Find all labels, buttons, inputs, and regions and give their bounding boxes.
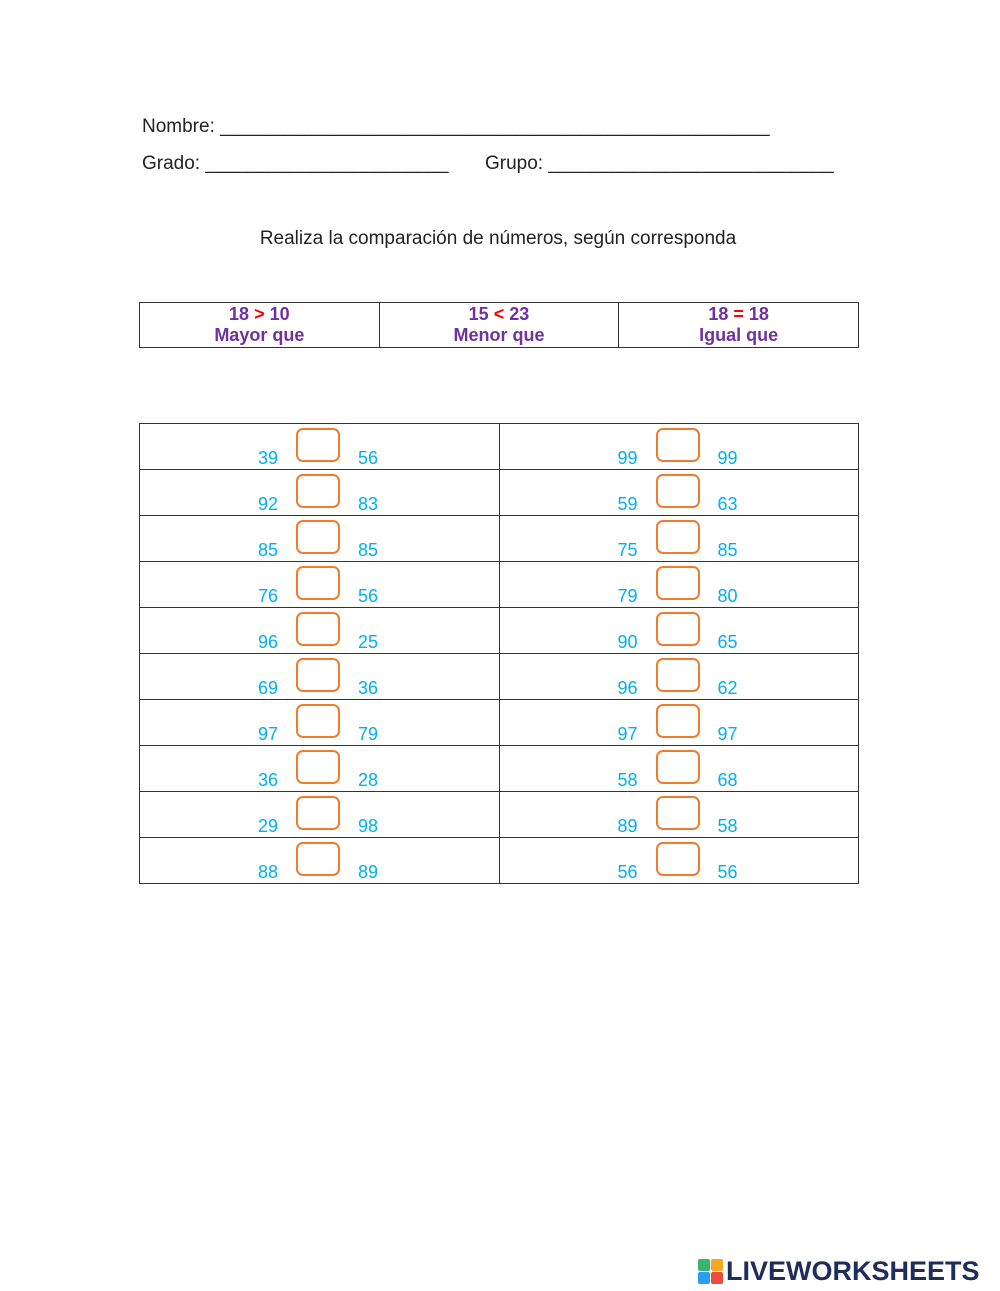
comparison-row <box>140 562 859 608</box>
logo-block <box>698 1272 710 1284</box>
comparison-cell <box>140 424 500 470</box>
legend-expression: 18 = 18 <box>708 304 769 324</box>
right-number: 62 <box>717 678 738 698</box>
comparison-cell <box>140 470 500 516</box>
comparison-cell <box>140 516 500 562</box>
left-number: 56 <box>617 862 638 882</box>
right-number: 56 <box>358 448 379 468</box>
right-number: 97 <box>717 724 738 744</box>
logo-text: LIVEWORKSHEETS <box>726 1255 980 1286</box>
answer-box[interactable] <box>656 658 700 692</box>
answer-box[interactable] <box>296 796 340 830</box>
right-number: 68 <box>717 770 738 790</box>
right-number: 28 <box>358 770 379 790</box>
left-number: 76 <box>258 586 279 606</box>
comparison-cell <box>140 654 500 700</box>
right-number: 36 <box>358 678 379 698</box>
comparison-row <box>140 424 859 470</box>
left-number: 79 <box>617 586 638 606</box>
comparison-cell <box>140 792 500 838</box>
left-number: 97 <box>617 724 638 744</box>
left-number: 69 <box>258 678 279 698</box>
comparison-cell <box>499 424 859 470</box>
right-number: 83 <box>358 494 379 514</box>
group-field-line: Grupo: ___________________________ <box>485 153 834 174</box>
answer-box[interactable] <box>656 566 700 600</box>
right-number: 58 <box>717 816 738 836</box>
left-number: 99 <box>617 448 638 468</box>
answer-box[interactable] <box>656 612 700 646</box>
left-number: 75 <box>617 540 638 560</box>
logo-block <box>711 1259 723 1271</box>
left-number: 36 <box>258 770 279 790</box>
comparison-row <box>140 746 859 792</box>
right-number: 56 <box>358 586 379 606</box>
legend-expression: 18 > 10 <box>229 304 290 324</box>
left-number: 59 <box>617 494 638 514</box>
left-number: 97 <box>258 724 279 744</box>
comparison-row <box>140 516 859 562</box>
comparison-table <box>139 423 859 884</box>
answer-box[interactable] <box>296 842 340 876</box>
left-number: 89 <box>617 816 638 836</box>
comparison-cell <box>140 700 500 746</box>
left-number: 39 <box>258 448 279 468</box>
answer-box[interactable] <box>656 520 700 554</box>
logo-blocks-icon <box>698 1259 723 1284</box>
comparison-cell <box>499 470 859 516</box>
answer-box[interactable] <box>296 520 340 554</box>
comparison-cell <box>499 838 859 884</box>
right-number: 85 <box>717 540 738 560</box>
right-number: 99 <box>717 448 738 468</box>
answer-box[interactable] <box>296 474 340 508</box>
left-number: 88 <box>258 862 279 882</box>
answer-box[interactable] <box>656 428 700 462</box>
legend-equal <box>619 303 859 348</box>
answer-box[interactable] <box>656 750 700 784</box>
legend-label: Mayor que <box>214 325 305 345</box>
comparison-row <box>140 654 859 700</box>
comparison-cell <box>499 562 859 608</box>
right-number: 89 <box>358 862 379 882</box>
comparison-row <box>140 838 859 884</box>
left-number: 92 <box>258 494 279 514</box>
left-number: 85 <box>258 540 279 560</box>
comparison-row <box>140 470 859 516</box>
right-number: 98 <box>358 816 379 836</box>
comparison-cell <box>499 516 859 562</box>
comparison-cell <box>140 746 500 792</box>
answer-box[interactable] <box>656 842 700 876</box>
instruction-text: Realiza la comparación de números, según corresponda <box>259 228 737 249</box>
left-number: 90 <box>617 632 638 652</box>
comparison-cell <box>499 654 859 700</box>
comparison-cell <box>140 608 500 654</box>
comparison-cell <box>499 792 859 838</box>
legend-less <box>379 303 619 348</box>
name-field-line: Nombre: ____________________________________________________ <box>142 116 770 137</box>
comparison-cell <box>140 838 500 884</box>
answer-box[interactable] <box>296 428 340 462</box>
answer-box[interactable] <box>656 796 700 830</box>
comparison-cell <box>499 700 859 746</box>
comparison-row <box>140 608 859 654</box>
comparison-row <box>140 792 859 838</box>
comparison-cell <box>499 746 859 792</box>
logo-block <box>698 1259 710 1271</box>
right-number: 25 <box>358 632 379 652</box>
left-number: 96 <box>258 632 279 652</box>
right-number: 80 <box>717 586 738 606</box>
comparison-cell <box>140 562 500 608</box>
liveworksheets-logo <box>698 1256 980 1286</box>
legend-table <box>139 302 859 348</box>
legend-label: Igual que <box>699 325 779 345</box>
answer-box[interactable] <box>656 474 700 508</box>
left-number: 58 <box>617 770 638 790</box>
right-number: 65 <box>717 632 738 652</box>
right-number: 79 <box>358 724 379 744</box>
legend-expression: 15 < 23 <box>468 304 530 324</box>
right-number: 63 <box>717 494 738 514</box>
answer-box[interactable] <box>296 566 340 600</box>
answer-box[interactable] <box>296 704 340 738</box>
legend-greater <box>140 303 380 348</box>
grade-field-line: Grado: _______________________ <box>142 153 449 174</box>
answer-box[interactable] <box>296 658 340 692</box>
comparison-cell <box>499 608 859 654</box>
left-number: 96 <box>617 678 638 698</box>
answer-box[interactable] <box>296 750 340 784</box>
logo-block <box>711 1272 723 1284</box>
left-number: 29 <box>258 816 279 836</box>
equal-symbol: = <box>733 304 744 324</box>
answer-box[interactable] <box>296 612 340 646</box>
greater-than-symbol: > <box>254 304 265 324</box>
right-number: 85 <box>358 540 379 560</box>
right-number: 56 <box>717 862 738 882</box>
legend-label: Menor que <box>453 325 545 345</box>
less-than-symbol: < <box>493 304 505 324</box>
answer-box[interactable] <box>656 704 700 738</box>
comparison-row <box>140 700 859 746</box>
